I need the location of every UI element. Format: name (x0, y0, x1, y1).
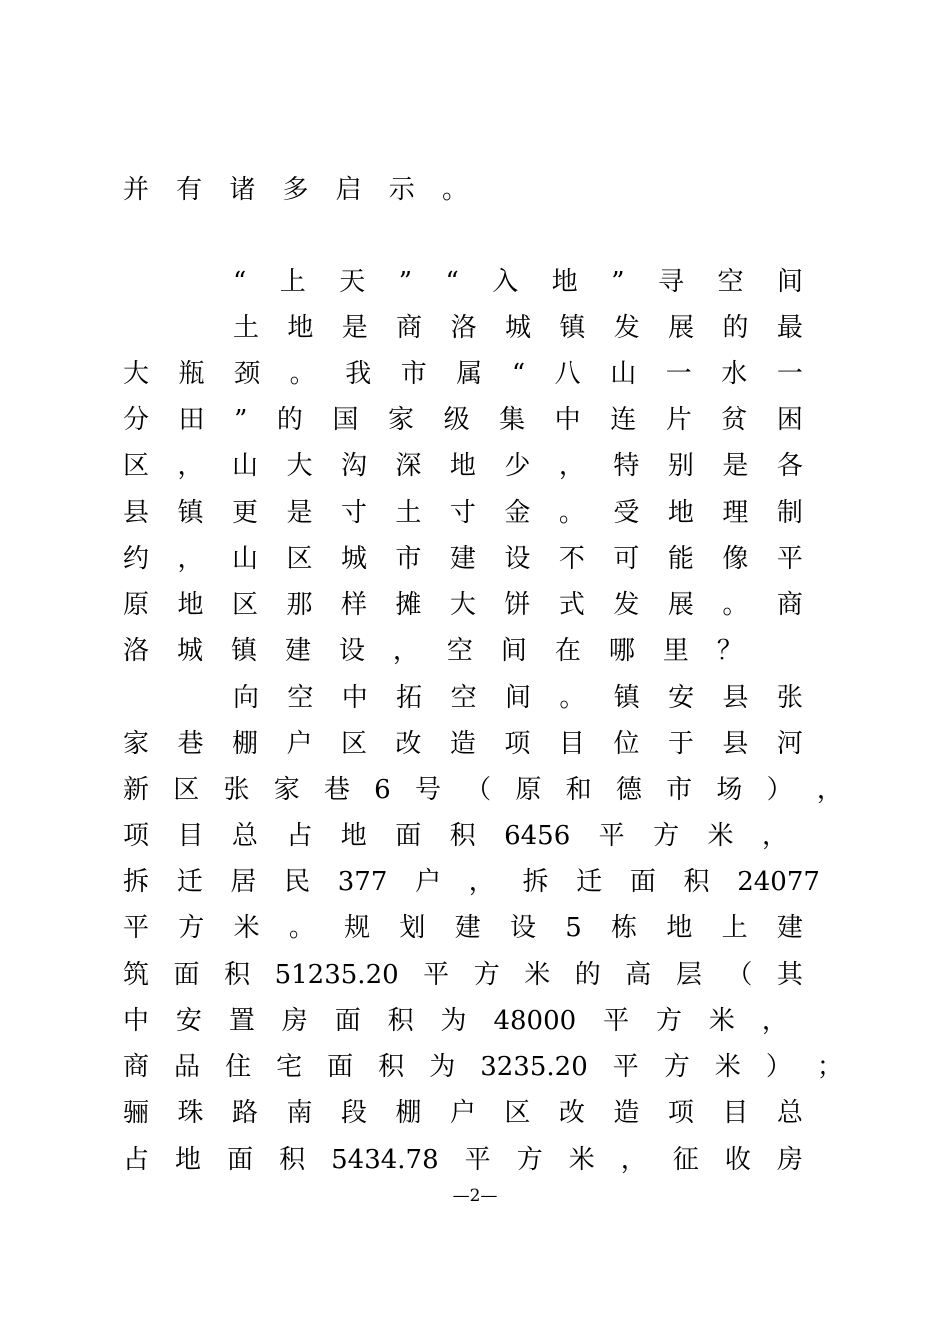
text-line: 家 巷 棚 户 区 改 造 项 目 位 于 县 河 (123, 729, 803, 759)
text-line: 区 ， 山 大 沟 深 地 少 ， 特 别 是 各 (123, 451, 803, 481)
text-line: 县 镇 更 是 寸 土 寸 金 。 受 地 理 制 (123, 498, 803, 528)
text-line: 并 有 诸 多 启 示 。 (123, 175, 468, 205)
text-line: 项 目 总 占 地 面 积 6456 平 方 米 ， (123, 821, 788, 851)
text-line: 占 地 面 积 5434.78 平 方 米 ， 征 收 房 (123, 1145, 803, 1175)
text-line: 原 地 区 那 样 摊 大 饼 式 发 展 。 商 (123, 590, 803, 620)
text-line: 平 方 米 。 规 划 建 设 5 栋 地 上 建 (123, 913, 803, 943)
text-line: 大 瓶 颈 。 我 市 属 “ 八 山 一 水 一 (123, 359, 803, 389)
page-number: —2— (452, 1186, 498, 1206)
text-line: 土 地 是 商 洛 城 镇 发 展 的 最 (233, 313, 803, 343)
text-line: 筑 面 积 51235.20 平 方 米 的 高 层 （ 其 (123, 960, 803, 990)
text-line: 向 空 中 拓 空 间 。 镇 安 县 张 (233, 683, 803, 713)
text-line: 洛 城 镇 建 设 ， 空 间 在 哪 里 ？ (123, 636, 743, 666)
text-line: 新 区 张 家 巷 6 号 （ 原 和 德 市 场 ） ， (123, 775, 843, 805)
text-line: 拆 迁 居 民 377 户 ， 拆 迁 面 积 24077 (123, 867, 820, 897)
text-line: 分 田 ” 的 国 家 级 集 中 连 片 贫 困 (123, 405, 803, 435)
text-line: 商 品 住 宅 面 积 为 3235.20 平 方 米 ） ； (123, 1052, 843, 1082)
text-line: 约 ， 山 区 城 市 建 设 不 可 能 像 平 (123, 544, 803, 574)
section-heading: “ 上 天 ” “ 入 地 ” 寻 空 间 (233, 267, 803, 297)
text-line: 骊 珠 路 南 段 棚 户 区 改 造 项 目 总 (123, 1098, 803, 1128)
text-line: 中 安 置 房 面 积 为 48000 平 方 米 ， (123, 1006, 788, 1036)
